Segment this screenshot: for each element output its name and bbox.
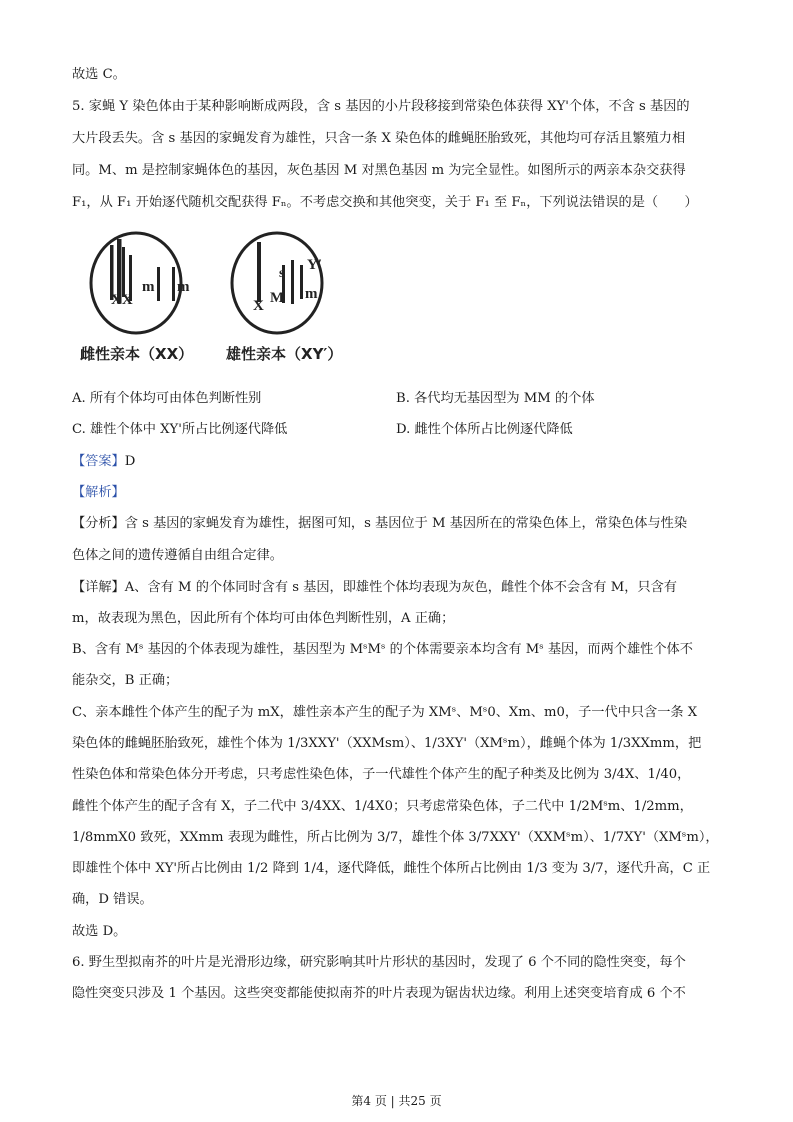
q6-stem-line-1: 6. 野生型拟南芥的叶片是光滑形边缘，研究影响其叶片形状的基因时，发现了 6 个不同的隐性突变，每个 xyxy=(72,955,686,970)
xiangjie-line-5: C、亲本雌性个体产生的配子为 mX，雄性亲本产生的配子为 XMˢ、Mˢ0、Xm、m0，子一代中只含一条 X xyxy=(72,705,698,720)
male-m-lower-label: m xyxy=(305,286,318,302)
fenxi-text-1: 含 s 基因的家蝇发育为雄性，据图可知，s 基因位于 M 基因所在的常染色体上，常染色体与性染 xyxy=(124,516,688,531)
xiangjie-text-1: A、含有 M 的个体同时含有 s 基因，即雄性个体均表现为灰色，雌性个体不会含有 M，只含有 xyxy=(124,580,677,595)
xiangjie-line-8: 雌性个体产生的配子含有 X，子二代中 3/4XX、1/4X0；只考虑常染色体，子二代中 1/2Mˢm、1/2mm， xyxy=(72,799,693,814)
q5-stem-line-1: 5. 家蝇 Y 染色体由于某种影响断成两段，含 s 基因的小片段移接到常染色体获得 XY'个体，不含 s 基因的 xyxy=(72,99,690,114)
answer-line xyxy=(72,452,135,472)
xiangjie-line-3: B、含有 Mˢ 基因的个体表现为雄性，基因型为 MˢMˢ 的个体需要亲本均含有 Mˢ 基因，而两个雄性个体不 xyxy=(72,642,693,657)
option-d: D. 雌性个体所占比例逐代降低 xyxy=(396,422,573,437)
q5-stem-line-4: F₁，从 F₁ 开始逐代随机交配获得 Fₙ。不考虑交换和其他突变，关于 F₁ 至 Fₙ，下列说法错误的是（ ） xyxy=(72,195,698,210)
answer-value: D xyxy=(124,454,136,469)
male-cell-diagram xyxy=(232,233,322,333)
female-m-label-1: m xyxy=(142,279,155,295)
q6-stem-line-2: 隐性突变只涉及 1 个基因。这些突变都能使拟南芥的叶片表现为锯齿状边缘。利用上述突变培育成 6 个不 xyxy=(72,986,686,1001)
analysis-tag: 【解析】 xyxy=(72,485,125,500)
xiangjie-line-10: 即雄性个体中 XY'所占比例由 1/2 降到 1/4，逐代降低，雌性个体所占比例由 1/3 变为 3/7，逐代升高，C 正 xyxy=(72,861,711,876)
answer-tag: 【答案】 xyxy=(72,454,125,469)
xiangjie-line-6: 染色体的雌蝇胚胎致死，雄性个体为 1/3XXY'（XXMsm）、1/3XY'（XMˢm），雌蝇个体为 1/3XXmm，把 xyxy=(72,736,702,751)
analysis-line xyxy=(72,483,125,503)
fenxi-line-1 xyxy=(72,514,687,534)
xiangjie-line-9: 1/8mmX0 致死，XXmm 表现为雌性，所占比例为 3/7，雄性个体 3/7XXY'（XXMˢm）、1/7XY'（XMˢm）， xyxy=(72,830,719,845)
option-b: B. 各代均无基因型为 MM 的个体 xyxy=(396,391,595,406)
xiangjie-line-2: m，故表现为黑色，因此所有个体均可由体色判断性别，A 正确； xyxy=(72,611,455,626)
xiangjie-line-11: 确，D 错误。 xyxy=(72,892,153,907)
xiangjie-line-7: 性染色体和常染色体分开考虑，只考虑性染色体，子一代雄性个体产生的配子种类及比例为 3/4X、1/40， xyxy=(72,767,691,782)
male-s-label: s xyxy=(279,266,285,281)
male-x-label: X xyxy=(253,298,264,314)
xiangjie-line-1 xyxy=(72,578,677,598)
male-m-upper-label: M xyxy=(270,290,285,306)
chromosome-figure xyxy=(78,225,358,370)
q5-stem-line-2: 大片段丢失。含 s 基因的家蝇发育为雄性，只含一条 X 染色体的雌蝇胚胎致死，其他均可存活且繁殖力相 xyxy=(72,131,686,146)
female-caption: 雌性亲本（XX） xyxy=(80,345,194,363)
female-cell-diagram xyxy=(91,233,190,333)
fenxi-line-2: 色体之间的遗传遵循自由组合定律。 xyxy=(72,548,283,563)
option-c: C. 雄性个体中 XY'所占比例逐代降低 xyxy=(72,422,288,437)
q5-conclusion: 故选 D。 xyxy=(72,924,127,939)
xiangjie-tag: 【详解】 xyxy=(72,580,125,595)
q5-stem-line-3: 同。M、m 是控制家蝇体色的基因，灰色基因 M 对黑色基因 m 为完全显性。如图所示的两亲本杂交获得 xyxy=(72,163,686,178)
male-y-label: Y′ xyxy=(307,257,323,273)
prev-conclusion: 故选 C。 xyxy=(72,67,126,82)
female-xx-label: XX xyxy=(111,292,133,308)
option-a: A. 所有个体均可由体色判断性别 xyxy=(72,391,262,406)
fenxi-tag: 【分析】 xyxy=(72,516,125,531)
female-m-label-2: m xyxy=(177,279,190,295)
xiangjie-line-4: 能杂交，B 正确； xyxy=(72,673,179,688)
page-footer: 第4 页 | 共25 页 xyxy=(351,1094,442,1108)
male-caption: 雄性亲本（XY′） xyxy=(226,345,343,363)
